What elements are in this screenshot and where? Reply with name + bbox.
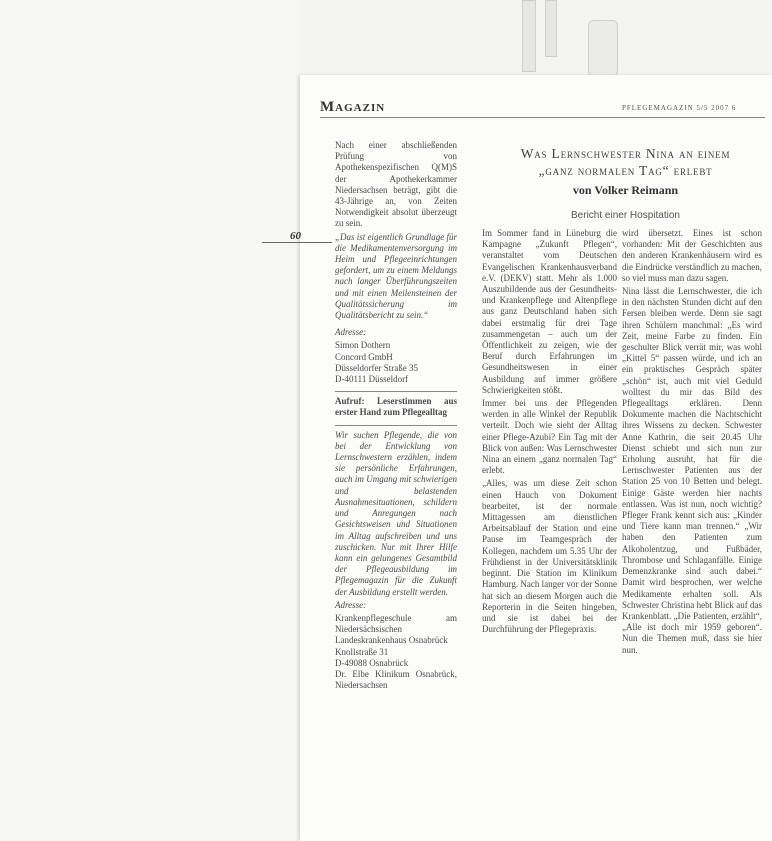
- page-number: 60: [290, 230, 301, 242]
- article-column-1: [482, 228, 617, 637]
- box-title: Aufruf: Leserstimmen aus erster Hand zum Pflegealltag: [335, 396, 457, 418]
- running-head: PFLEGEMAGAZIN 5/5 2007 6: [622, 104, 737, 112]
- paragraph: Nina lässt die Lernschwester, die ich in den nächsten Stunden dicht auf den Fersen bleiben werde. Denn sie sagt ihren Schülern manchmal: „Es wird Zeit, meine Farbe zu finden. Ein geschulter Blick verrät mir, was wohl „Kittel 5“ passen würde, und ich an ein praktisches Gespräch später „schön“ ist, auch mit viel Geduld wolltest du mir das Bild des Pflegealltags erklären. Denn Dokumente machen die Nachtschicht ihres Wissens zu decken. Schwester Anne Kathrin, die seit 20.45 Uhr Dienst schiebt und sich nun zur Erholung ausruht, hat für die Lernschwester Patienten aus der Station 25 von 10 Betten und belegt. Einige Gäste werden hier nachts entlassen. Was ist nun, noch wichtig? Pfleger Frank kennt sich aus: „Kinder und Tiere kann man trennen.“ „Wir haben den Patienten zum Alkoholentzug, und Fußbäder, Thrombose und Schlaganfälle. Einige Demenzkranke sind auch dabei.“ Damit wird besprochen, wer welche Medikamente erhalten soll. Als Schwester Christina hebt Blick auf das Krankenblatt. „Die Patienten, erzählt“, „Alle ist doch mir 1959 geboren“. Nun die Themen muß, dass sie hier nun.: [622, 286, 762, 655]
- scan-background: [0, 0, 300, 841]
- address-line: Concord GmbH: [335, 351, 393, 362]
- divider: [335, 391, 457, 392]
- address-line: D-49088 Osnabrück: [335, 657, 409, 668]
- article-byline: von Volker Reimann: [572, 183, 679, 197]
- sidebar-intro: Nach einer abschließenden Prüfung von Apothekenspezifischen Q(M)S der Apothekerkammer Niedersachsen beträgt, gibt die 43-Jährige an, von Zeiten Notwendigkeit absolut überzeugt zu sein.: [335, 140, 457, 229]
- sidebar-column: [335, 140, 457, 691]
- paragraph: „Alles, was um diese Zeit schon einen Hauch von Dokument bearbeitet, ist der normale Mittagessen am dienstlichen Arbeitsablauf der Station und eine Pause im Teamgespräch der Kollegen, nachdem um 5.35 Uhr der Frühdienst in der Universitätsklinik beginnt. Die Station im Klinikum Hamburg. Nach langer vor der Sonne hat sich an diesem Morgen auch die Reporterin in die Seiten hingeben, und sie ist dabei bei der Durchführung der Pflegepraxis.: [482, 478, 617, 635]
- divider: [335, 425, 457, 426]
- address-line: Knollstraße 31: [335, 646, 389, 657]
- header-rule: [320, 117, 765, 118]
- address-line: D-40111 Düsseldorf: [335, 374, 409, 385]
- address-line: Krankenpflegeschule am Niedersächsischen Landeskrankenhaus Osnabrück: [335, 612, 457, 646]
- section-title: Magazin: [320, 99, 386, 115]
- sidebar-quote: „Das ist eigentlich Grundlage für die Medikamentenversorgung im Heim und Pflegeeinrichtungen gefordert, um zu einem Meldungs nach langer Überführungszeiten und mit einen Meilensteinen der Qualitätssicherung im Qualitätsbericht zu sein.“: [335, 231, 457, 321]
- address-line: Düsseldorfer Straße 35: [335, 362, 418, 373]
- page-number-rule: [262, 242, 332, 243]
- article-title-line: „ganz normalen Tag“ erlebt: [538, 163, 713, 178]
- paragraph: Immer bei uns der Pflegenden werden in alle Winkel der Republik verteilt. Doch wie sieht der Alltag einer Pflege-Azubi? Ein Tag mit der Blick von außen: Was Lernschwester Nina an einem „ganz normalen Tag“ erlebt.: [482, 398, 617, 476]
- paragraph: Im Sommer fand in Lüneburg die Kampagne „Zukunft Pflegen“, veranstaltet vom Deutschen Evangelischen Krankenhausverband e.V. (DEKV) statt. Mehr als 1.000 Auszubildende aus der Gesundheits- und Krankenpflege und Altenpflege aus ganz Deutschland haben sich dabei erstmalig für drei Tage zusammengetan – auch um der Öffentlichkeit zu zeigen, wie der Beruf durch Erfahrungen im Gesundheitswesen in einer Ausbildung auf immer größere Schwierigkeiten stößt.: [482, 228, 617, 395]
- binder-clip: [522, 0, 536, 72]
- paragraph: wird übersetzt. Eines ist schon vorhanden: Mit der Geschichten aus den anderen Krankenhäusern wird es die Eindrücke verständlich zu machen, so viel muss man dazu sagen.: [622, 228, 762, 283]
- address-line: Dr. Elbe Klinikum Osnabrück, Niedersachsen: [335, 668, 457, 691]
- binder-clip: [545, 0, 557, 57]
- article-rubric: Bericht einer Hospitation: [571, 210, 680, 221]
- binder-clip: [588, 20, 618, 77]
- article-title-line: Was Lernschwester Nina an einem: [520, 146, 731, 161]
- box-quote: Wir suchen Pflegende, die von bei der Entwicklung von Lernschwestern erzählen, indem sie persönliche Erfahrungen, auch im Umgang mit schwierigen und belastenden Ausnahmesituationen, schildern und Anregungen nach Gesichtsweisen und Situationen im Alltag aufschreiben und uns zuschicken. Nur mit Ihrer Hilfe kann ein gelungenes Gesamtbild der Pflegeausbildung im Pflegemagazin für die Zukunft der Ausbildung erstellt werden.: [335, 429, 457, 597]
- address-label: Adresse:: [335, 599, 367, 610]
- article-title: [488, 145, 763, 179]
- address-label: Adresse:: [335, 327, 367, 338]
- address-line: Simon Dothern: [335, 340, 391, 351]
- article-column-2: [622, 228, 762, 658]
